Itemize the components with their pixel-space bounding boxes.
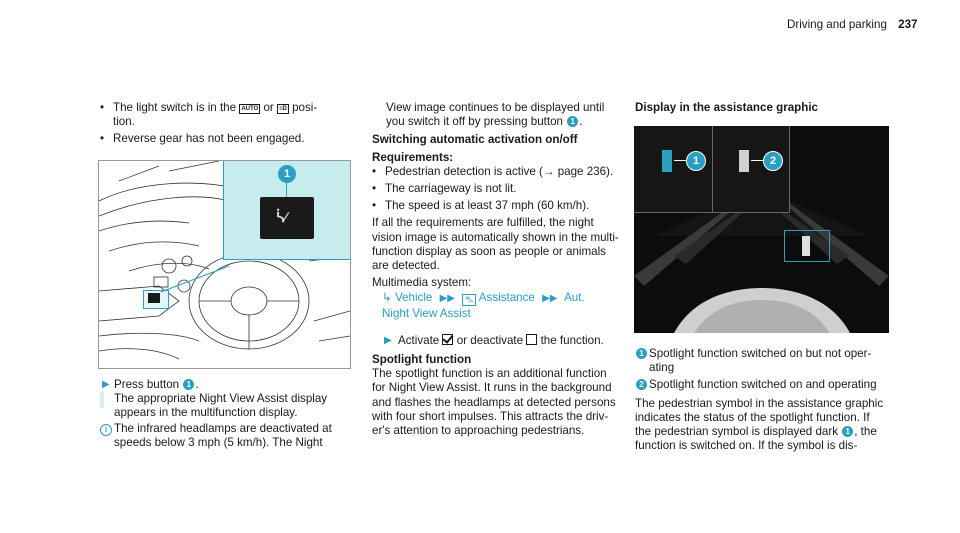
body-paragraph: The pedestrian symbol in the assistance graphic indicates the status of the spotlight function. If the pedestrian symbol is displayed dark 1 , the function is switched on. If the symbol is dis-	[635, 396, 884, 453]
assistance-graphic	[634, 126, 889, 333]
running-header	[787, 18, 917, 32]
pedestrian-dark-icon	[662, 150, 672, 172]
section-heading: Switching automatic activation on/off	[372, 133, 578, 147]
car-assist-icon: ⛍	[462, 294, 476, 306]
inset-panel-1	[634, 126, 713, 213]
menu-path: ↳ Vehicle ▶▶ ⛍ Assistance ▶▶ Aut. Night View Assist	[382, 291, 585, 320]
pedestrian-light-icon	[739, 150, 749, 172]
list-item: • Pedestrian detection is active (→ page 236).	[372, 164, 614, 178]
path-separator-icon: ▶▶	[439, 293, 455, 305]
info-note: i The infrared headlamps are deactivated at speeds below 3 mph (5 km/h). The Night	[100, 422, 360, 450]
callout-1-badge: 1	[686, 151, 706, 171]
inset-panel-2	[713, 126, 790, 213]
multimedia-label: Multimedia system:	[372, 276, 472, 290]
list-item: • The light switch is in the AUTO or ≡D posi- tion.	[100, 101, 318, 129]
night-view-button	[260, 197, 314, 239]
callout-2-inline: 2	[636, 379, 647, 390]
page-number: 237	[898, 18, 918, 31]
list-item: • The speed is at least 37 mph (60 km/h).	[372, 199, 590, 213]
section-title: Driving and parking	[787, 18, 887, 31]
zoom-panel	[223, 161, 351, 260]
list-item: • The carriageway is not lit.	[372, 182, 517, 196]
body-paragraph: If all the requirements are fulfilled, the night vision image is automatically shown in the multi- function display as soon as people or animals are detected.	[372, 216, 619, 273]
callout-line	[159, 264, 231, 294]
column-1-bottom	[100, 378, 360, 450]
night-view-button-icon	[148, 293, 160, 303]
callout-1-inline: 1	[567, 116, 578, 127]
info-icon: i	[100, 424, 112, 436]
detected-pedestrian-frame	[784, 230, 830, 262]
continued-note: View image continues to be displayed until you switch it off by pressing button 1 .	[386, 101, 605, 129]
checkbox-empty-icon	[526, 334, 537, 345]
column-2	[372, 101, 622, 438]
list-item: • Reverse gear has not been engaged.	[100, 132, 305, 146]
callout-1-inline: 1	[183, 379, 194, 390]
column-1-top	[100, 101, 360, 147]
low-beam-icon: ≡D	[278, 106, 287, 112]
callout-1-inline: 1	[842, 426, 853, 437]
callout-2-badge: 2	[763, 151, 783, 171]
callout-1-inline: 1	[636, 348, 647, 359]
auto-headlamp-icon: AUTO	[241, 106, 259, 112]
path-separator-icon: ▶▶	[542, 293, 558, 305]
graphic-legend	[635, 347, 895, 453]
instruction-step: ▶ Press button 1 . The appropriate Night View Assist display appears in the multifunction display.	[102, 378, 328, 420]
instruction-step: ▶ Activate or deactivate the function.	[384, 333, 604, 347]
legend-item: 1 Spotlight function switched on but not oper- ating	[635, 347, 895, 375]
body-paragraph: The spotlight function is an additional function for Night View Assist. It runs in the background and flashes the headlamps at detected persons with four short impulses. This attracts the driv- er's attention to approaching pedestrians.	[372, 367, 616, 438]
detected-pedestrian-icon	[802, 236, 810, 256]
section-heading: Spotlight function	[372, 353, 472, 367]
cockpit-illustration	[98, 160, 351, 369]
requirements-heading: Requirements:	[372, 150, 454, 164]
step-arrow-icon: ▶	[384, 334, 392, 346]
pedestrian-headlamp-icon: ᓵ⁄	[276, 209, 287, 225]
section-heading: Display in the assistance graphic	[635, 101, 818, 114]
checkbox-checked-icon	[442, 334, 453, 345]
callout-stem	[286, 183, 287, 197]
return-arrow-icon: ↳	[382, 291, 392, 305]
callout-1-badge: 1	[278, 165, 296, 183]
step-arrow-icon: ▶	[102, 379, 110, 390]
legend-item: 2 Spotlight function switched on and operating	[635, 378, 895, 392]
